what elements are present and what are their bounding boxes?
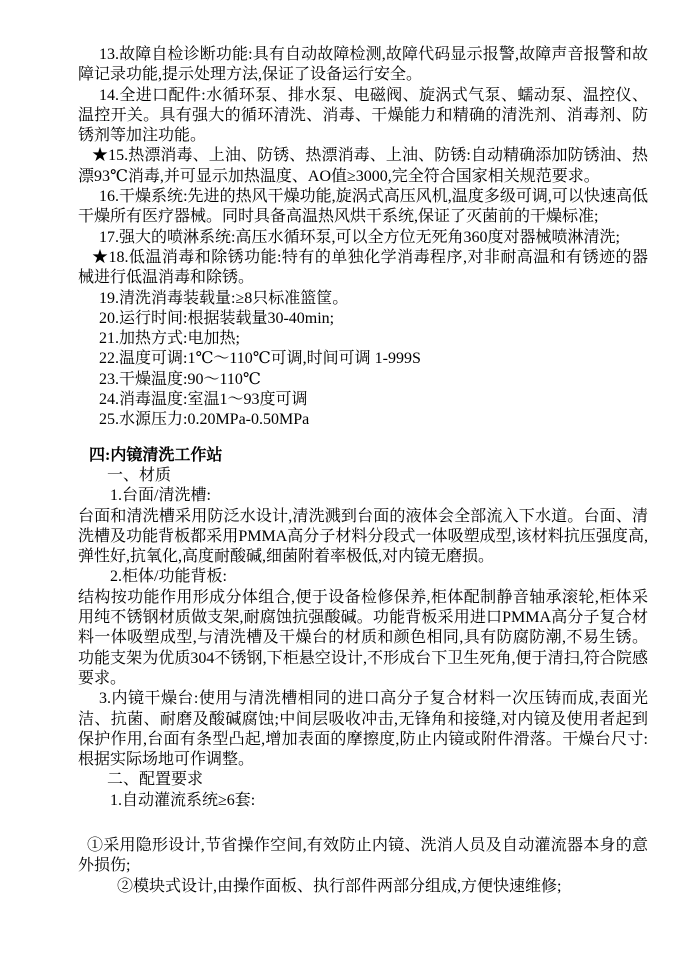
document-paragraph: 二、配置要求	[107, 771, 204, 789]
document-paragraph: 22.温度可调:1℃～110℃可调,时间可调 1-999S	[99, 350, 421, 368]
document-paragraph: 台面和清洗槽采用防泛水设计,清洗溅到台面的液体会全部流入下水道。台面、清洗槽及功能背板都采用PMMA高分子材料分段式一体吸塑成型,该材料抗压强度高,弹性好,抗氧化,高度耐酸碱,细菌附着率极低,对内镜无磨损。	[78, 507, 648, 566]
document-paragraph: 25.水源压力:0.20MPa-0.50MPa	[99, 411, 310, 429]
document-paragraph: 3.内镜干燥台:使用与清洗槽相同的进口高分子复合材料一次压铸而成,表面光洁、抗菌、耐磨及酸碱腐蚀;中间层吸收冲击,无锋角和接缝,对内镜及使用者起到保护作用,台面有条型凸起,增加表面的摩擦度,防止内镜或附件滑落。干燥台尺寸:根据实际场地可作调整。	[78, 690, 648, 769]
document-paragraph: 24.消毒温度:室温1～93度可调	[99, 391, 308, 409]
document-paragraph: 1.台面/清洗槽:	[110, 487, 211, 505]
document-paragraph: ★18.低温消毒和除锈功能:特有的单独化学消毒程序,对非耐高温和有锈迹的器械进行低温消毒和除锈。	[78, 248, 648, 287]
section-heading: 四:内镜清洗工作站	[89, 446, 223, 464]
document-paragraph: 一、材质	[107, 466, 172, 484]
document-paragraph: 21.加热方式:电加热;	[99, 330, 240, 348]
paragraph-spacer	[78, 431, 648, 446]
document-paragraph: 14.全进口配件:水循环泵、排水泵、电磁阀、旋涡式气泵、蠕动泵、温控仪、温控开关。具有强大的循环清洗、消毒、干燥能力和精确的清洗剂、消毒剂、防锈剂等加注功能。	[78, 86, 648, 145]
document-paragraph: ①采用隐形设计,节省操作空间,有效防止内镜、洗消人员及自动灌流器本身的意外损伤;	[78, 836, 648, 875]
document-paragraph: 结构按功能作用形成分体组合,便于设备检修保养,柜体配制静音轴承滚轮,柜体采用纯不锈钢材质做支架,耐腐蚀抗强酸碱。功能背板采用进口PMMA高分子复合材料一体吸塑成型,与清洗槽及干燥台的材质和颜色相同,具有防腐防潮,不易生锈。功能支架为优质304不锈钢,下柜悬空设计,不形成台下卫生死角,便于清扫,符合院感要求。	[78, 588, 648, 687]
paragraph-spacer	[78, 811, 648, 836]
document-paragraph: ②模块式设计,由操作面板、执行部件两部分组成,方便快速维修;	[117, 877, 562, 895]
document-paragraph: 16.干燥系统:先进的热风干燥功能,旋涡式高压风机,温度多级可调,可以快速高低干燥所有医疗器械。同时具备高温热风烘干系统,保证了灭菌前的干燥标准;	[78, 188, 648, 226]
document-paragraph: 1.自动灌流系统≥6套:	[110, 791, 256, 809]
document-paragraph: 13.故障自检诊断功能:具有自动故障检测,故障代码显示报警,故障声音报警和故障记录功能,提示处理方法,保证了设备运行安全。	[78, 46, 648, 84]
document-body	[78, 45, 648, 897]
document-paragraph: 19.清洗消毒装载量:≥8只标准篮筐。	[99, 289, 349, 307]
document-paragraph: 17.强大的喷淋系统:高压水循环泵,可以全方位无死角360度对器械喷淋清洗;	[99, 228, 620, 246]
document-paragraph: 2.柜体/功能背板:	[110, 568, 227, 586]
document-paragraph: ★15.热漂消毒、上油、防锈、热漂消毒、上油、防锈:自动精确添加防锈油、热漂93℃消毒,并可显示加热温度、AO值≥3000,完全符合国家相关规范要求。	[78, 147, 648, 185]
document-paragraph: 20.运行时间:根据装载量30-40min;	[99, 309, 335, 327]
document-paragraph: 23.干燥温度:90～110℃	[99, 370, 261, 388]
